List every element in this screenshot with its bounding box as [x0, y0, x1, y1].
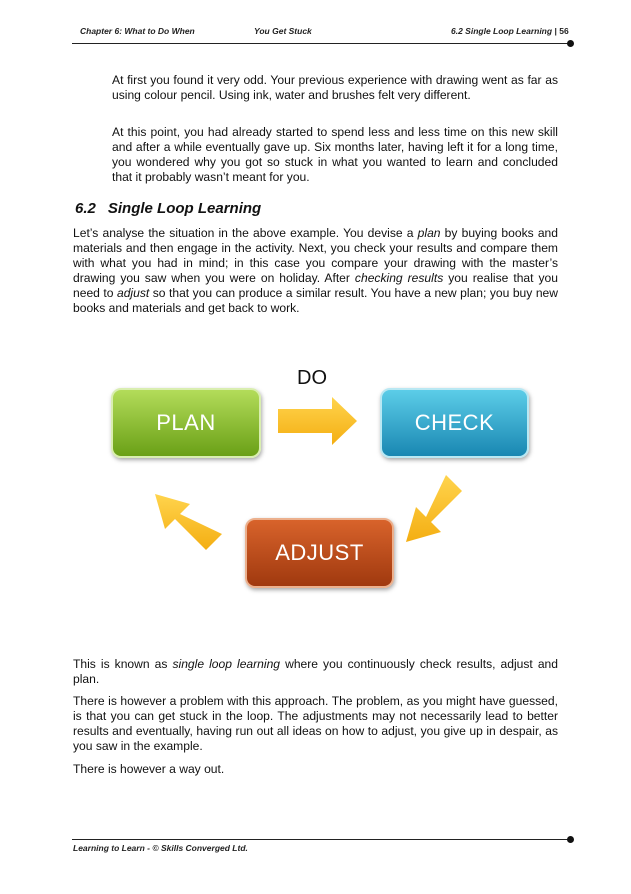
do-label: DO: [297, 367, 327, 389]
footer-text: Learning to Learn - © Skills Converged Ltd.: [73, 843, 248, 853]
single-loop-text-1: This is known as: [73, 657, 173, 671]
analysis-text-3: you realise that you need to: [73, 271, 558, 300]
paragraph-single-loop: [73, 657, 558, 687]
term-checking-results: checking results: [354, 271, 444, 285]
arrow-plan-to-check: [278, 397, 357, 445]
paragraph-way-out: There is however a way out.: [73, 762, 225, 776]
footer-rule-dot: [567, 836, 574, 843]
analysis-text-2: by buying books and materials and then engage in the activity. Next, you check your results and compare them with what you had in mind; in this case you compare your drawing with the master’s drawing you saw when you were on holiday. After: [73, 226, 558, 285]
header-section-title: 6.2 Single Loop Learning: [451, 26, 553, 36]
term-plan: plan: [417, 226, 441, 240]
paragraph-first-impression: At first you found it very odd. Your previous experience with drawing went as far as using colour pencil. Using ink, water and brushes felt very different.: [112, 73, 558, 102]
paragraph-problem: There is however a problem with this approach. The problem, as you might have guessed, is that you can get stuck in the loop. The adjustments may not necessarily lead to better results and eventually, having run out all ideas on how to adjust, you give up in despair, as you saw in the example.: [73, 694, 558, 753]
footer-rule: [72, 839, 570, 840]
arrow-check-to-adjust: [406, 475, 462, 542]
header-chapter: Chapter 6: What to Do When: [80, 26, 195, 36]
section-title: Single Loop Learning: [107, 200, 262, 217]
check-box: CHECK: [380, 388, 529, 458]
header-separator: |: [554, 26, 557, 36]
adjust-box: ADJUST: [245, 518, 394, 588]
arrow-adjust-to-plan: [155, 494, 222, 550]
page-number: 56: [559, 26, 569, 36]
single-loop-text-2: where you continuously check results, adjust and plan.: [73, 657, 558, 686]
analysis-text-4: so that you can produce a similar result. You have a new plan; you buy new books and materials and get back to work.: [73, 286, 558, 315]
analysis-text-1: Let’s analyse the situation in the above example. You devise a: [73, 226, 418, 240]
term-adjust: adjust: [116, 286, 150, 300]
term-single-loop-learning: single loop learning: [172, 657, 281, 671]
paragraph-gave-up: At this point, you had already started to spend less and less time on this new skill and after a while eventually gave up. Six months later, having left it for a long time, you wondered why you got so stuck in what you wanted to learn and concluded that it probably wasn’t meant for you.: [112, 125, 558, 184]
plan-box: PLAN: [111, 388, 261, 458]
header-chapter-cont: You Get Stuck: [254, 26, 312, 36]
section-number: 6.2: [75, 200, 96, 217]
